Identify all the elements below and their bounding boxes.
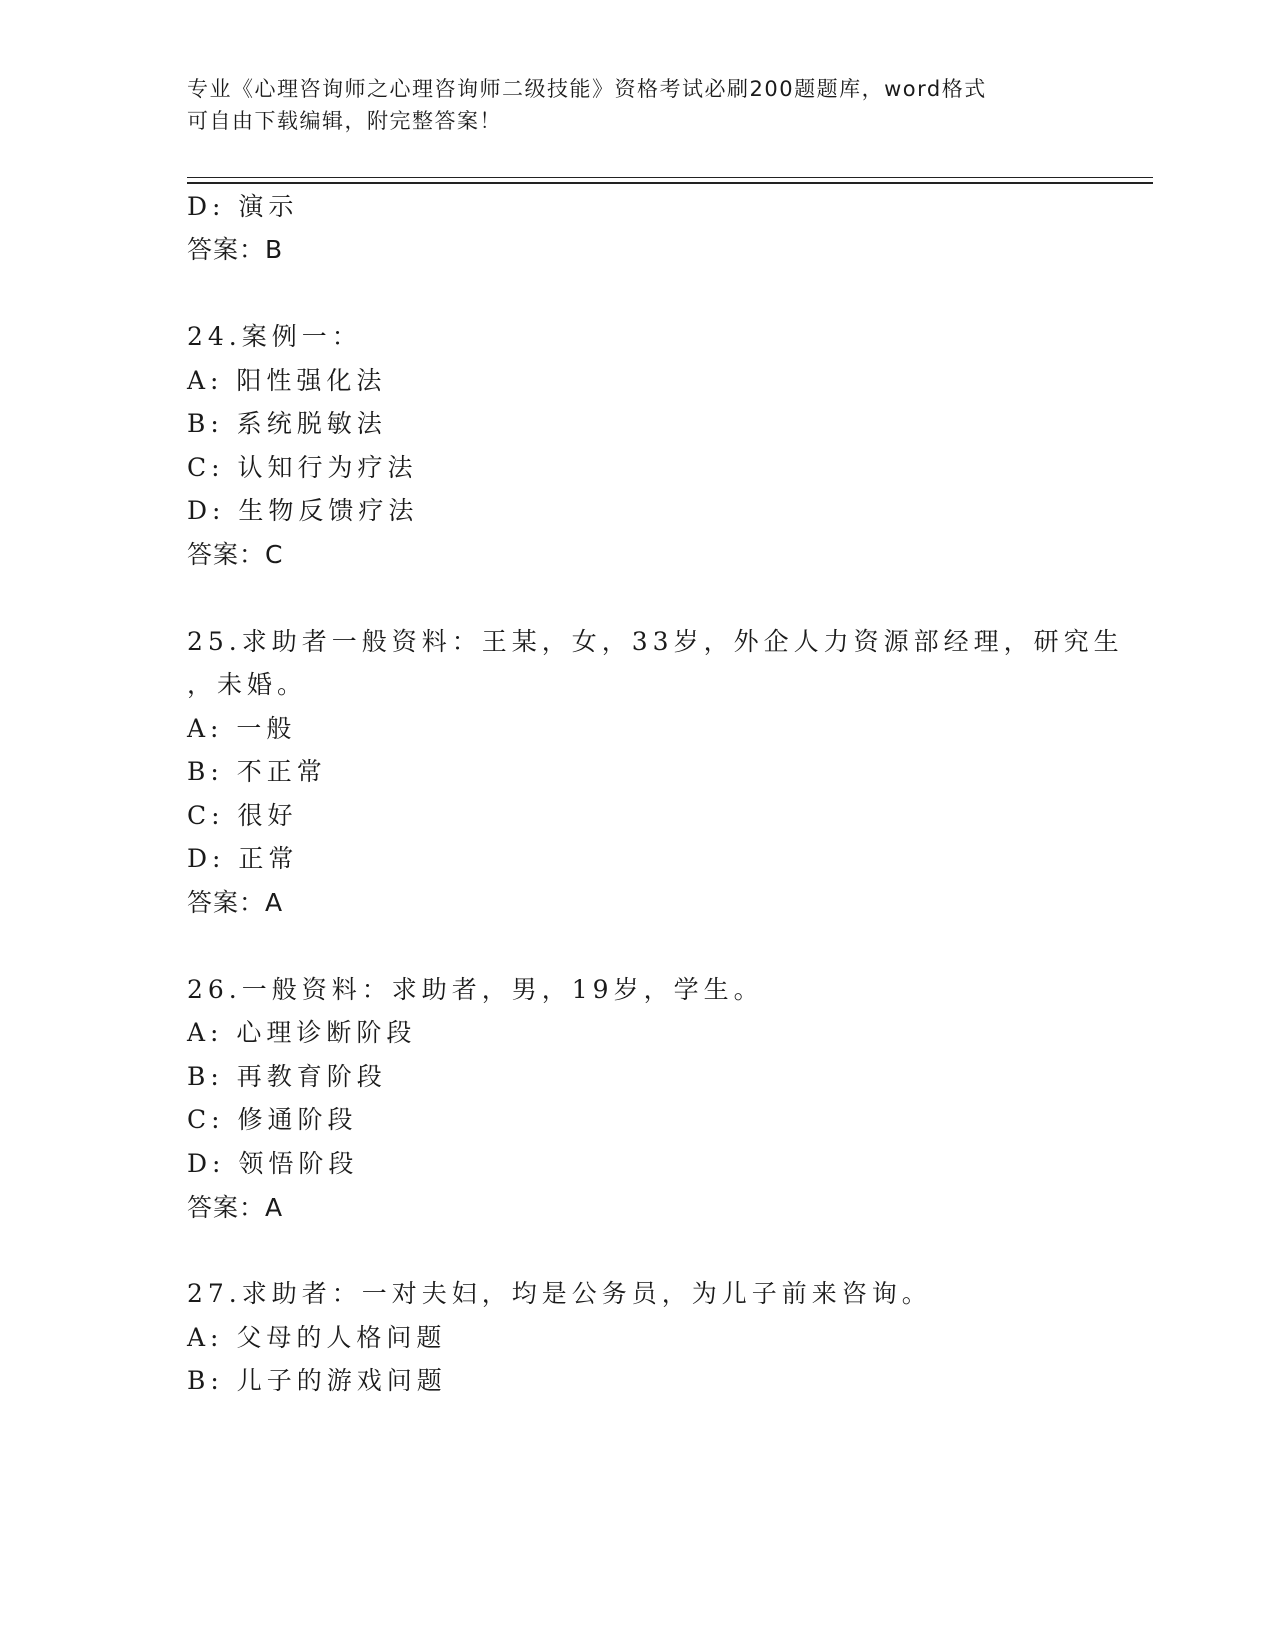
question-27-option-b: B: 儿子的游戏问题 bbox=[187, 1366, 447, 1395]
prev-option-d: D: 演示 bbox=[187, 192, 299, 221]
question-26-option-d: D: 领悟阶段 bbox=[187, 1149, 359, 1178]
question-25-option-b: B: 不正常 bbox=[187, 757, 327, 786]
question-24-answer: 答案：C bbox=[187, 540, 284, 569]
question-25-answer: 答案：A bbox=[187, 888, 284, 917]
question-24-option-b: B: 系统脱敏法 bbox=[187, 409, 387, 438]
question-25-option-a: A: 一般 bbox=[187, 714, 297, 743]
question-24-stem: 24.案例一： bbox=[187, 322, 362, 351]
prev-answer: 答案：B bbox=[187, 235, 284, 264]
question-25-option-c: C: 很好 bbox=[187, 801, 298, 830]
question-26-option-b: B: 再教育阶段 bbox=[187, 1062, 387, 1091]
question-25-stem-line-1: 25.求助者一般资料：王某，女，33岁，外企人力资源部经理，研究生 bbox=[187, 627, 1124, 656]
question-27-stem: 27.求助者：一对夫妇，均是公务员，为儿子前来咨询。 bbox=[187, 1279, 932, 1308]
header-divider-bottom bbox=[187, 182, 1153, 184]
question-24-option-a: A: 阳性强化法 bbox=[187, 366, 387, 395]
document-header bbox=[187, 73, 1087, 137]
question-26-stem: 26.一般资料：求助者，男，19岁，学生。 bbox=[187, 975, 764, 1004]
question-27-option-a: A: 父母的人格问题 bbox=[187, 1323, 447, 1352]
question-25-option-d: D: 正常 bbox=[187, 844, 299, 873]
header-divider-top bbox=[187, 177, 1153, 178]
question-24-option-d: D: 生物反馈疗法 bbox=[187, 496, 419, 525]
header-title-line-1: 专业《心理咨询师之心理咨询师二级技能》资格考试必刷200题题库，word格式 bbox=[187, 77, 987, 101]
question-26-option-c: C: 修通阶段 bbox=[187, 1105, 358, 1134]
question-26-answer: 答案：A bbox=[187, 1193, 284, 1222]
question-26-option-a: A: 心理诊断阶段 bbox=[187, 1018, 417, 1047]
question-25-stem-line-2: ，未婚。 bbox=[187, 670, 308, 699]
question-24-option-c: C: 认知行为疗法 bbox=[187, 453, 418, 482]
header-title-line-2: 可自由下载编辑，附完整答案！ bbox=[187, 109, 502, 133]
